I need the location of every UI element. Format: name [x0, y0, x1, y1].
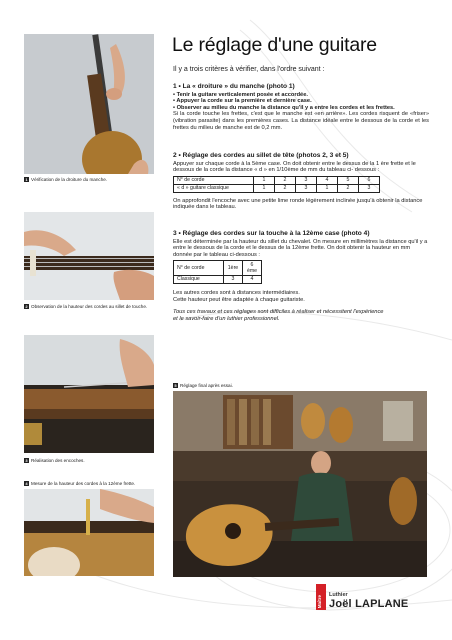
caption-photo-2: [24, 304, 147, 309]
photo-workshop: [173, 391, 427, 577]
section-3-note-2: et le savoir-faire d'un luthier professionnel.: [173, 315, 280, 322]
caption-number: 5: [174, 383, 177, 388]
table-row: [174, 261, 262, 276]
table-cell: 6 ème: [243, 261, 262, 276]
table-cell: 4: [317, 176, 338, 184]
caption-text: Observation de la hauteur des cordes au sillet de touche.: [31, 304, 148, 309]
caption-photo-4: [24, 481, 135, 486]
table-cell: Classique: [174, 275, 224, 283]
table-row: [174, 184, 380, 192]
section-2-after: On approfondit l'encoche avec une petite lime ronde légèrement inclinée jusqu'à obtenir la distance indiquée dans le tableau.: [173, 197, 423, 211]
section-1-bullet-3: • Observer au milieu du manche la distance qu'il y a entre les cordes et les frettes.: [173, 104, 395, 111]
table-cell: 1: [254, 176, 275, 184]
caption-text: Mesure de la hauteur des cordes à la 12ème frette.: [31, 481, 136, 486]
caption-number: 2: [25, 304, 28, 309]
table-cell: 2: [275, 176, 296, 184]
caption-photo-5: [173, 383, 233, 388]
caption-photo-3: [24, 458, 85, 463]
table-cell: 1: [254, 184, 275, 192]
table-cell: 3: [296, 176, 317, 184]
nut-distance-table: [173, 176, 380, 193]
table-cell: 2: [338, 184, 359, 192]
page-title: Le réglage d'une guitare: [172, 34, 377, 56]
logo-luthier: Luthier: [329, 592, 348, 598]
table-cell: « d » guitare classique: [174, 184, 254, 192]
section-2: [173, 153, 429, 211]
section-3-body: Elle est déterminée par la hauteur du sillet du chevalet. On mesure en millimètres la distance qu'il y a entre le dessous de la corde et le dessus de la 12ème frette. On doit obtenir la hauteur en mm donnée par le tableau ci-dessous :: [173, 238, 428, 258]
photo-nut-height: [24, 212, 154, 300]
logo-text: [329, 592, 408, 610]
section-1-heading: 1 • La « droiture » du manche (photo 1): [173, 83, 295, 90]
luthier-logo: [316, 584, 408, 610]
table-row: [174, 275, 262, 283]
table-cell: 3: [224, 275, 243, 283]
section-3-heading: 3 • Réglage des cordes sur la touche à la 12ème case (photo 4): [173, 230, 370, 237]
section-1-bullet-2: • Appuyer la corde sur la première et dernière case.: [173, 98, 312, 105]
photo-notch-filing: [24, 335, 154, 453]
caption-text: Vérification de la droiture du manche.: [31, 177, 108, 182]
section-3-after-1: Les autres cordes sont à distances intermédiaires.: [173, 289, 300, 296]
table-cell: 1ère: [224, 261, 243, 276]
photo-neck-straightness: [24, 34, 154, 174]
table-cell: 3: [359, 184, 380, 192]
section-1: [173, 84, 429, 131]
logo-badge-text: Maître: [317, 594, 322, 608]
caption-text: Réglage final après essai.: [180, 383, 233, 388]
logo-name: Joël LAPLANE: [329, 598, 409, 610]
caption-number: 3: [25, 458, 28, 463]
section-3: [173, 231, 429, 322]
caption-number: 1: [25, 177, 28, 182]
table-cell: N° de corde: [174, 261, 224, 276]
table-cell: 5: [338, 176, 359, 184]
section-3-note-1: Tous ces travaux et ces réglages sont difficiles à réaliser et nécessitent l'expérience: [173, 309, 384, 316]
section-1-body: Si la corde touche les frettes, c'est que le manche est «en arrière». Les cordes risquent de «friser» (vibration parasite) dans les premières cases. La distance idéale entre le dessous de la corde et les frettes du milieu de manche est de 0,2 mm.: [173, 111, 429, 131]
caption-photo-1: [24, 177, 107, 182]
section-2-body: Appuyer sur chaque corde à la 5ème case. On doit obtenir entre le dessus de la 1 ère frette et le dessous de la corde la distance « d » en 1/10ème de mm du tableau ci- dessous :: [173, 160, 416, 174]
table-cell: 6: [359, 176, 380, 184]
table-cell: 3: [296, 184, 317, 192]
section-1-bullet-1: • Tenir la guitare verticalement posée et accordée.: [173, 91, 308, 98]
section-3-after-2: Cette hauteur peut être adaptée à chaque guitariste.: [173, 296, 305, 303]
logo-badge: [316, 584, 326, 610]
intro-text: Il y a trois critères à vérifier, dans l'ordre suivant :: [173, 66, 325, 73]
photo-12th-fret-measure: [24, 489, 154, 576]
table-cell: 2: [275, 184, 296, 192]
caption-text: Réalisation des encoches.: [31, 458, 85, 463]
table-cell: N° de corde: [174, 176, 254, 184]
caption-number: 4: [25, 481, 28, 486]
table-cell: 1: [317, 184, 338, 192]
12th-fret-height-table: [173, 260, 262, 284]
section-2-heading: 2 • Réglage des cordes au sillet de tête (photos 2, 3 et 5): [173, 152, 349, 159]
table-row: [174, 176, 380, 184]
table-cell: 4: [243, 275, 262, 283]
